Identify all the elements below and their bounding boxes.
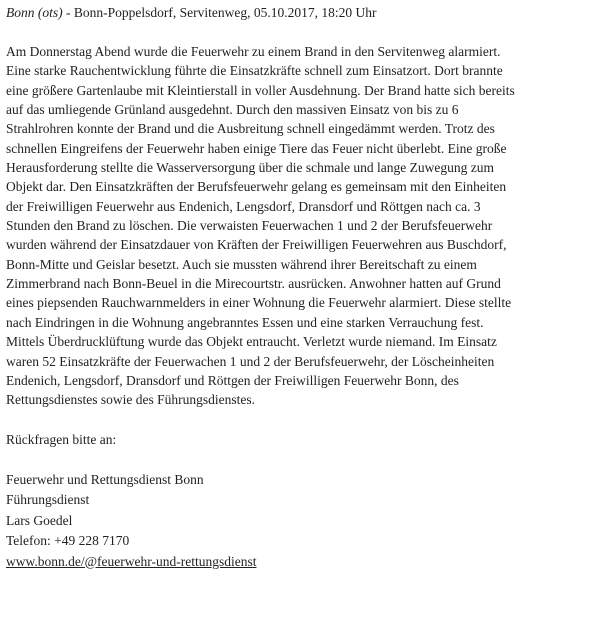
body-line: wurden während der Einsatzdauer von Kräften der Freiwilligen Feuerwehren aus Buschdorf, xyxy=(6,237,507,253)
body-line: Stunden den Brand zu löschen. Die verwaisten Feuerwachen 1 und 2 der Berufsfeuerwehr xyxy=(6,218,493,234)
body-line: waren 52 Einsatzkräfte der Feuerwachen 1 und 2 der Berufsfeuerwehr, der Löscheinheiten xyxy=(6,353,495,369)
contact-intro: Rückfragen bitte an: xyxy=(6,431,117,447)
body-line: Strahlrohren konnte der Brand und die Ausbreitung schnell eingedämmt werden. Trotz des xyxy=(6,121,495,137)
body-line: Am Donnerstag Abend wurde die Feuerwehr zu einem Brand in den Servitenweg alarmiert. xyxy=(6,44,501,59)
body-line: Herausforderung stellte die Wasserversorgung über die schmale und lange Zuwegung zum xyxy=(6,160,495,176)
contact-person: Lars Goedel xyxy=(6,512,73,528)
article-body xyxy=(6,42,598,410)
dateline xyxy=(6,4,594,21)
contact-phone: Telefon: +49 228 7170 xyxy=(6,533,130,549)
contact-block xyxy=(6,470,594,573)
body-line: Bonn-Mitte und Geislar besetzt. Auch sie mussten während ihrer Bereitschaft zu einem xyxy=(6,256,477,272)
contact-org: Feuerwehr und Rettungsdienst Bonn xyxy=(6,471,204,487)
body-line: eines piepsenden Rauchwarnmelders in einer Wohnung die Feuerwehr alarmiert. Diese stellte xyxy=(6,295,512,311)
body-line: Endenich, Lengsdorf, Dransdorf und Röttgen der Freiwilligen Feuerwehr Bonn, des xyxy=(6,372,459,388)
body-line: Mittels Überdrucklüftung wurde das Objekt entraucht. Verletzt wurde niemand. Im Einsatz xyxy=(6,334,497,350)
dateline-location-date: - Bonn-Poppelsdorf, Servitenweg, 05.10.2017, 18:20 Uhr xyxy=(62,5,377,20)
contact-link[interactable]: www.bonn.de/@feuerwehr-und-rettungsdienst xyxy=(6,553,257,569)
body-line: eine größere Gartenlaube mit Kleintierstall in voller Ausdehnung. Der Brand hatte sich bereits xyxy=(6,82,515,98)
body-line: der Freiwilligen Feuerwehr aus Endenich, Lengsdorf, Dransdorf und Röttgen nach ca. 3 xyxy=(6,198,481,214)
body-line: schnellen Eingreifens der Feuerwehr haben einige Tiere das Feuer nicht überlebt. Eine große xyxy=(6,140,507,156)
body-line: Rettungsdienstes sowie des Führungsdienstes. xyxy=(6,392,255,408)
body-line: auf das umliegende Grünland ausgedehnt. Durch den massiven Einsatz von bis zu 6 xyxy=(6,102,459,118)
dateline-source: Bonn (ots) xyxy=(6,5,63,20)
body-line: nach Eindringen in die Wohnung angebranntes Essen und eine starken Verrauchung fest. xyxy=(6,314,484,330)
spacer xyxy=(6,449,594,470)
contact-dept: Führungsdienst xyxy=(6,492,90,508)
body-line: Eine starke Rauchentwicklung führte die Einsatzkräfte schnell zum Einsatzort. Dort brannte xyxy=(6,63,503,79)
body-line: Objekt dar. Den Einsatzkräften der Berufsfeuerwehr gelang es gemeinsam mit den Einheiten xyxy=(6,179,507,195)
spacer xyxy=(6,410,594,431)
body-line: Zimmerbrand nach Bonn-Beuel in die Mirecourtstr. ausrücken. Anwohner hatten auf Grund xyxy=(6,276,501,292)
